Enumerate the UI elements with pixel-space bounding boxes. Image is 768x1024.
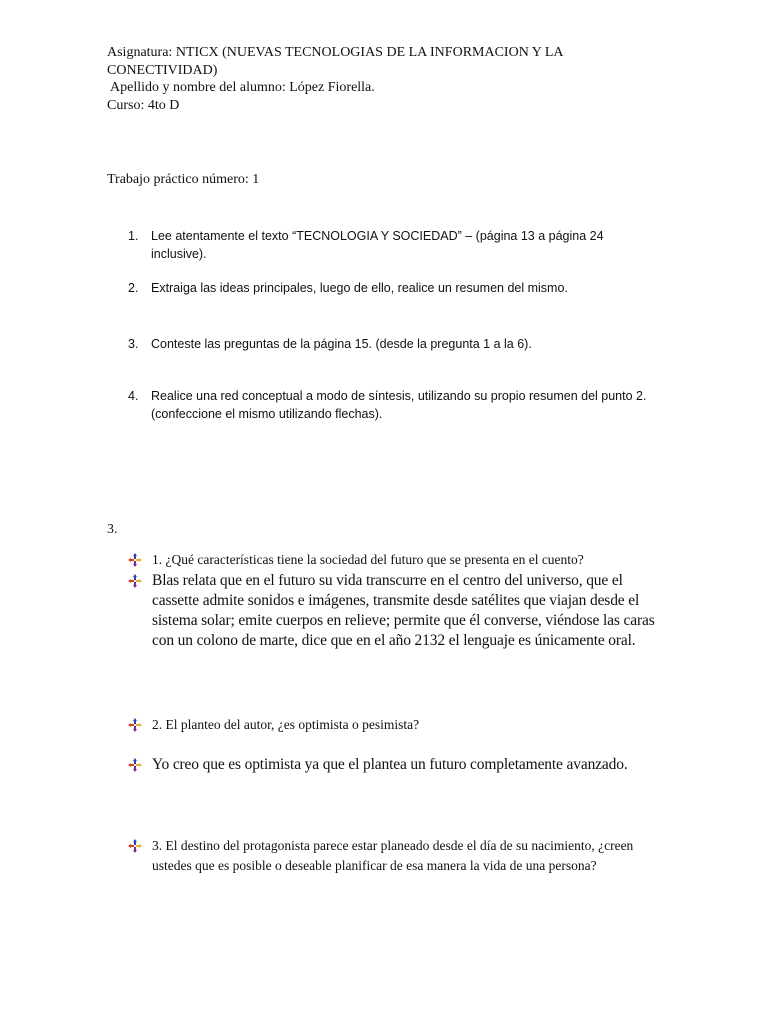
question-1 [128,550,668,570]
answer-text: Blas relata que en el futuro su vida transcurre en el centro del universo, que el cassette admite sonidos e imágenes, transmite desde satélites que viajan desde el sistema solar; emite cuerpos en relieve; permite que él converse, viéndose las caras con un colono de marte, dice que en el año 2132 el lenguaje es únicamente oral. [152,572,655,649]
arrow-bullet-icon [128,574,142,588]
task-text: Realice una red conceptual a modo de síntesis, utilizando su propio resumen del punto 2. (confeccione el mismo utilizando flechas). [151,389,647,421]
assignment-title: Trabajo práctico número: 1 [107,172,260,187]
task-item [128,388,648,423]
section-number: 3. [107,522,118,537]
task-number: 4. [128,389,139,403]
arrow-bullet-icon [128,839,142,853]
question-text: 1. ¿Qué características tiene la sociedad del futuro que se presenta en el cuento? [152,552,584,567]
task-number: 3. [128,337,139,351]
arrow-bullet-icon [128,758,142,772]
task-text: Lee atentamente el texto “TECNOLOGIA Y SOCIEDAD” – (página 13 a página 24 inclusive). [151,229,604,261]
task-item [128,336,648,354]
subject-line: Asignatura: NTICX (NUEVAS TECNOLOGIAS DE LA INFORMACION Y LA CONECTIVIDAD) [107,45,563,78]
question-3 [128,836,668,876]
course-line: Curso: 4to D [107,97,180,113]
answer-1 [128,571,668,651]
student-name-line: Apellido y nombre del alumno: López Fiorella. [110,80,375,95]
answer-text: Yo creo que es optimista ya que el plantea un futuro completamente avanzado. [152,756,628,773]
question-2 [128,715,668,735]
task-number: 2. [128,281,139,295]
task-text: Conteste las preguntas de la página 15. (desde la pregunta 1 a la 6). [151,337,532,351]
task-text: Extraiga las ideas principales, luego de ello, realice un resumen del mismo. [151,281,568,295]
answer-2 [128,755,668,775]
task-item [128,280,648,298]
arrow-bullet-icon [128,553,142,567]
document-header [107,44,627,114]
question-text: 2. El planteo del autor, ¿es optimista o pesimista? [152,717,420,732]
task-item [128,228,648,263]
arrow-bullet-icon [128,718,142,732]
task-number: 1. [128,229,139,243]
question-text: 3. El destino del protagonista parece estar planeado desde el día de su nacimiento, ¿creen ustedes que es posible o deseable planificar de esa manera la vida de una persona? [152,838,634,873]
